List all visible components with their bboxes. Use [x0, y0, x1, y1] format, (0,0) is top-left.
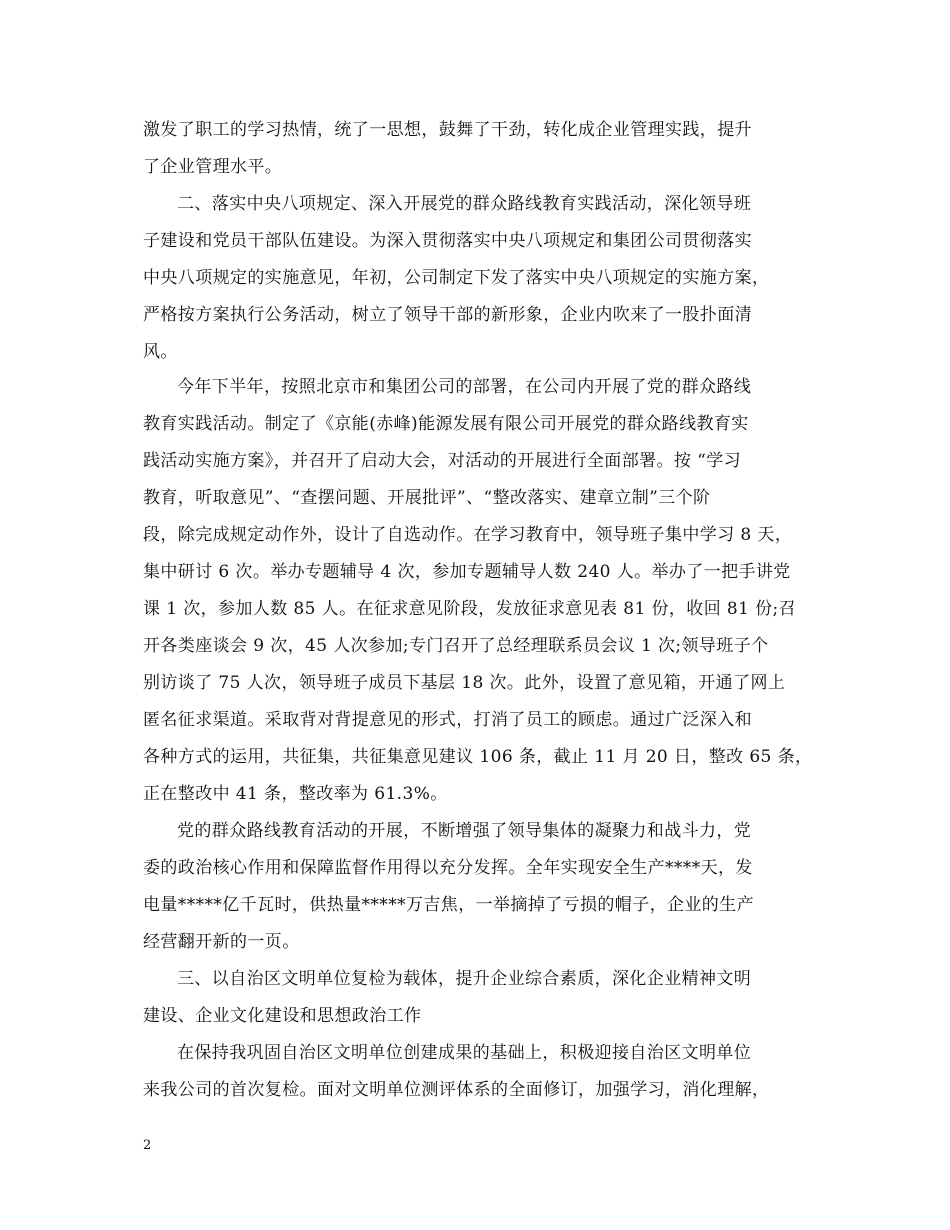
text-line: 教育，听取意见”、“查摆问题、开展批评”、“整改落实、建章立制”三个阶 [143, 488, 711, 508]
section-heading-line: 三、以自治区文明单位复检为载体，提升企业综合素质，深化企业精神文明 [177, 969, 752, 989]
paragraph-start-line: 在保持我巩固自治区文明单位创建成果的基础上，积极迎接自治区文明单位 [177, 1043, 752, 1063]
paragraph-start-line: 党的群众路线教育活动的开展，不断增强了领导集体的凝聚力和战斗力，党 [177, 821, 752, 841]
page-number: 2 [143, 1138, 152, 1153]
text-line: 教育实践活动。制定了《京能(赤峰)能源发展有限公司开展党的群众路线教育实 [143, 414, 749, 434]
text-line: 集中研讨 6 次。举办专题辅导 4 次，参加专题辅导人数 240 人。举办了一把手讲党 [143, 562, 791, 582]
text-line: 各种方式的运用，共征集，共征集意见建议 106 条，截止 11 月 20 日，整改 65 条， [143, 747, 813, 767]
section-heading-line: 建设、企业文化建设和思想政治工作 [143, 1006, 422, 1026]
text-line: 子建设和党员干部队伍建设。为深入贯彻落实中央八项规定和集团公司贯彻落实 [143, 231, 752, 251]
text-line: 开各类座谈会 9 次，45 人次参加;专门召开了总经理联系员会议 1 次;领导班子个 [143, 636, 769, 656]
text-line: 了企业管理水平。 [143, 157, 283, 177]
text-line: 经营翻开新的一页。 [143, 932, 300, 952]
text-line: 课 1 次，参加人数 85 人。在征求意见阶段，发放征求意见表 81 份，收回 81 份;召 [143, 599, 797, 619]
text-line: 风。 [143, 342, 178, 362]
paragraph-start-line: 今年下半年，按照北京市和集团公司的部署，在公司内开展了党的群众路线 [177, 377, 752, 397]
text-line: 正在整改中 41 条，整改率为 61.3%。 [143, 784, 448, 804]
text-line: 来我公司的首次复检。面对文明单位测评体系的全面修订，加强学习，消化理解， [143, 1080, 770, 1100]
text-line: 严格按方案执行公务活动，树立了领导干部的新形象，企业内吹来了一股扑面清 [143, 305, 752, 325]
text-line: 激发了职工的学习热情，统了一思想，鼓舞了干劲，转化成企业管理实践，提升 [143, 120, 752, 140]
paragraph-start-line: 二、落实中央八项规定、深入开展党的群众路线教育实践活动，深化领导班 [177, 194, 752, 214]
text-line: 践活动实施方案》，并召开了启动大会，对活动的开展进行全面部署。按 “学习 [143, 451, 741, 471]
text-line: 中央八项规定的实施意见，年初，公司制定下发了落实中央八项规定的实施方案， [143, 268, 770, 288]
text-line: 委的政治核心作用和保障监督作用得以充分发挥。全年实现安全生产****天，发 [143, 858, 753, 878]
text-line: 别访谈了 75 人次，领导班子成员下基层 18 次。此外，设置了意见箱，开通了网上 [143, 673, 786, 693]
text-line: 匿名征求渠道。采取背对背提意见的形式，打消了员工的顾虑。通过广泛深入和 [143, 710, 752, 730]
text-line: 段，除完成规定动作外，设计了自选动作。在学习教育中，领导班子集中学习 8 天， [143, 525, 793, 545]
text-line: 电量*****亿千瓦时，供热量*****万吉焦，一举摘掉了亏损的帽子，企业的生产 [143, 895, 754, 915]
